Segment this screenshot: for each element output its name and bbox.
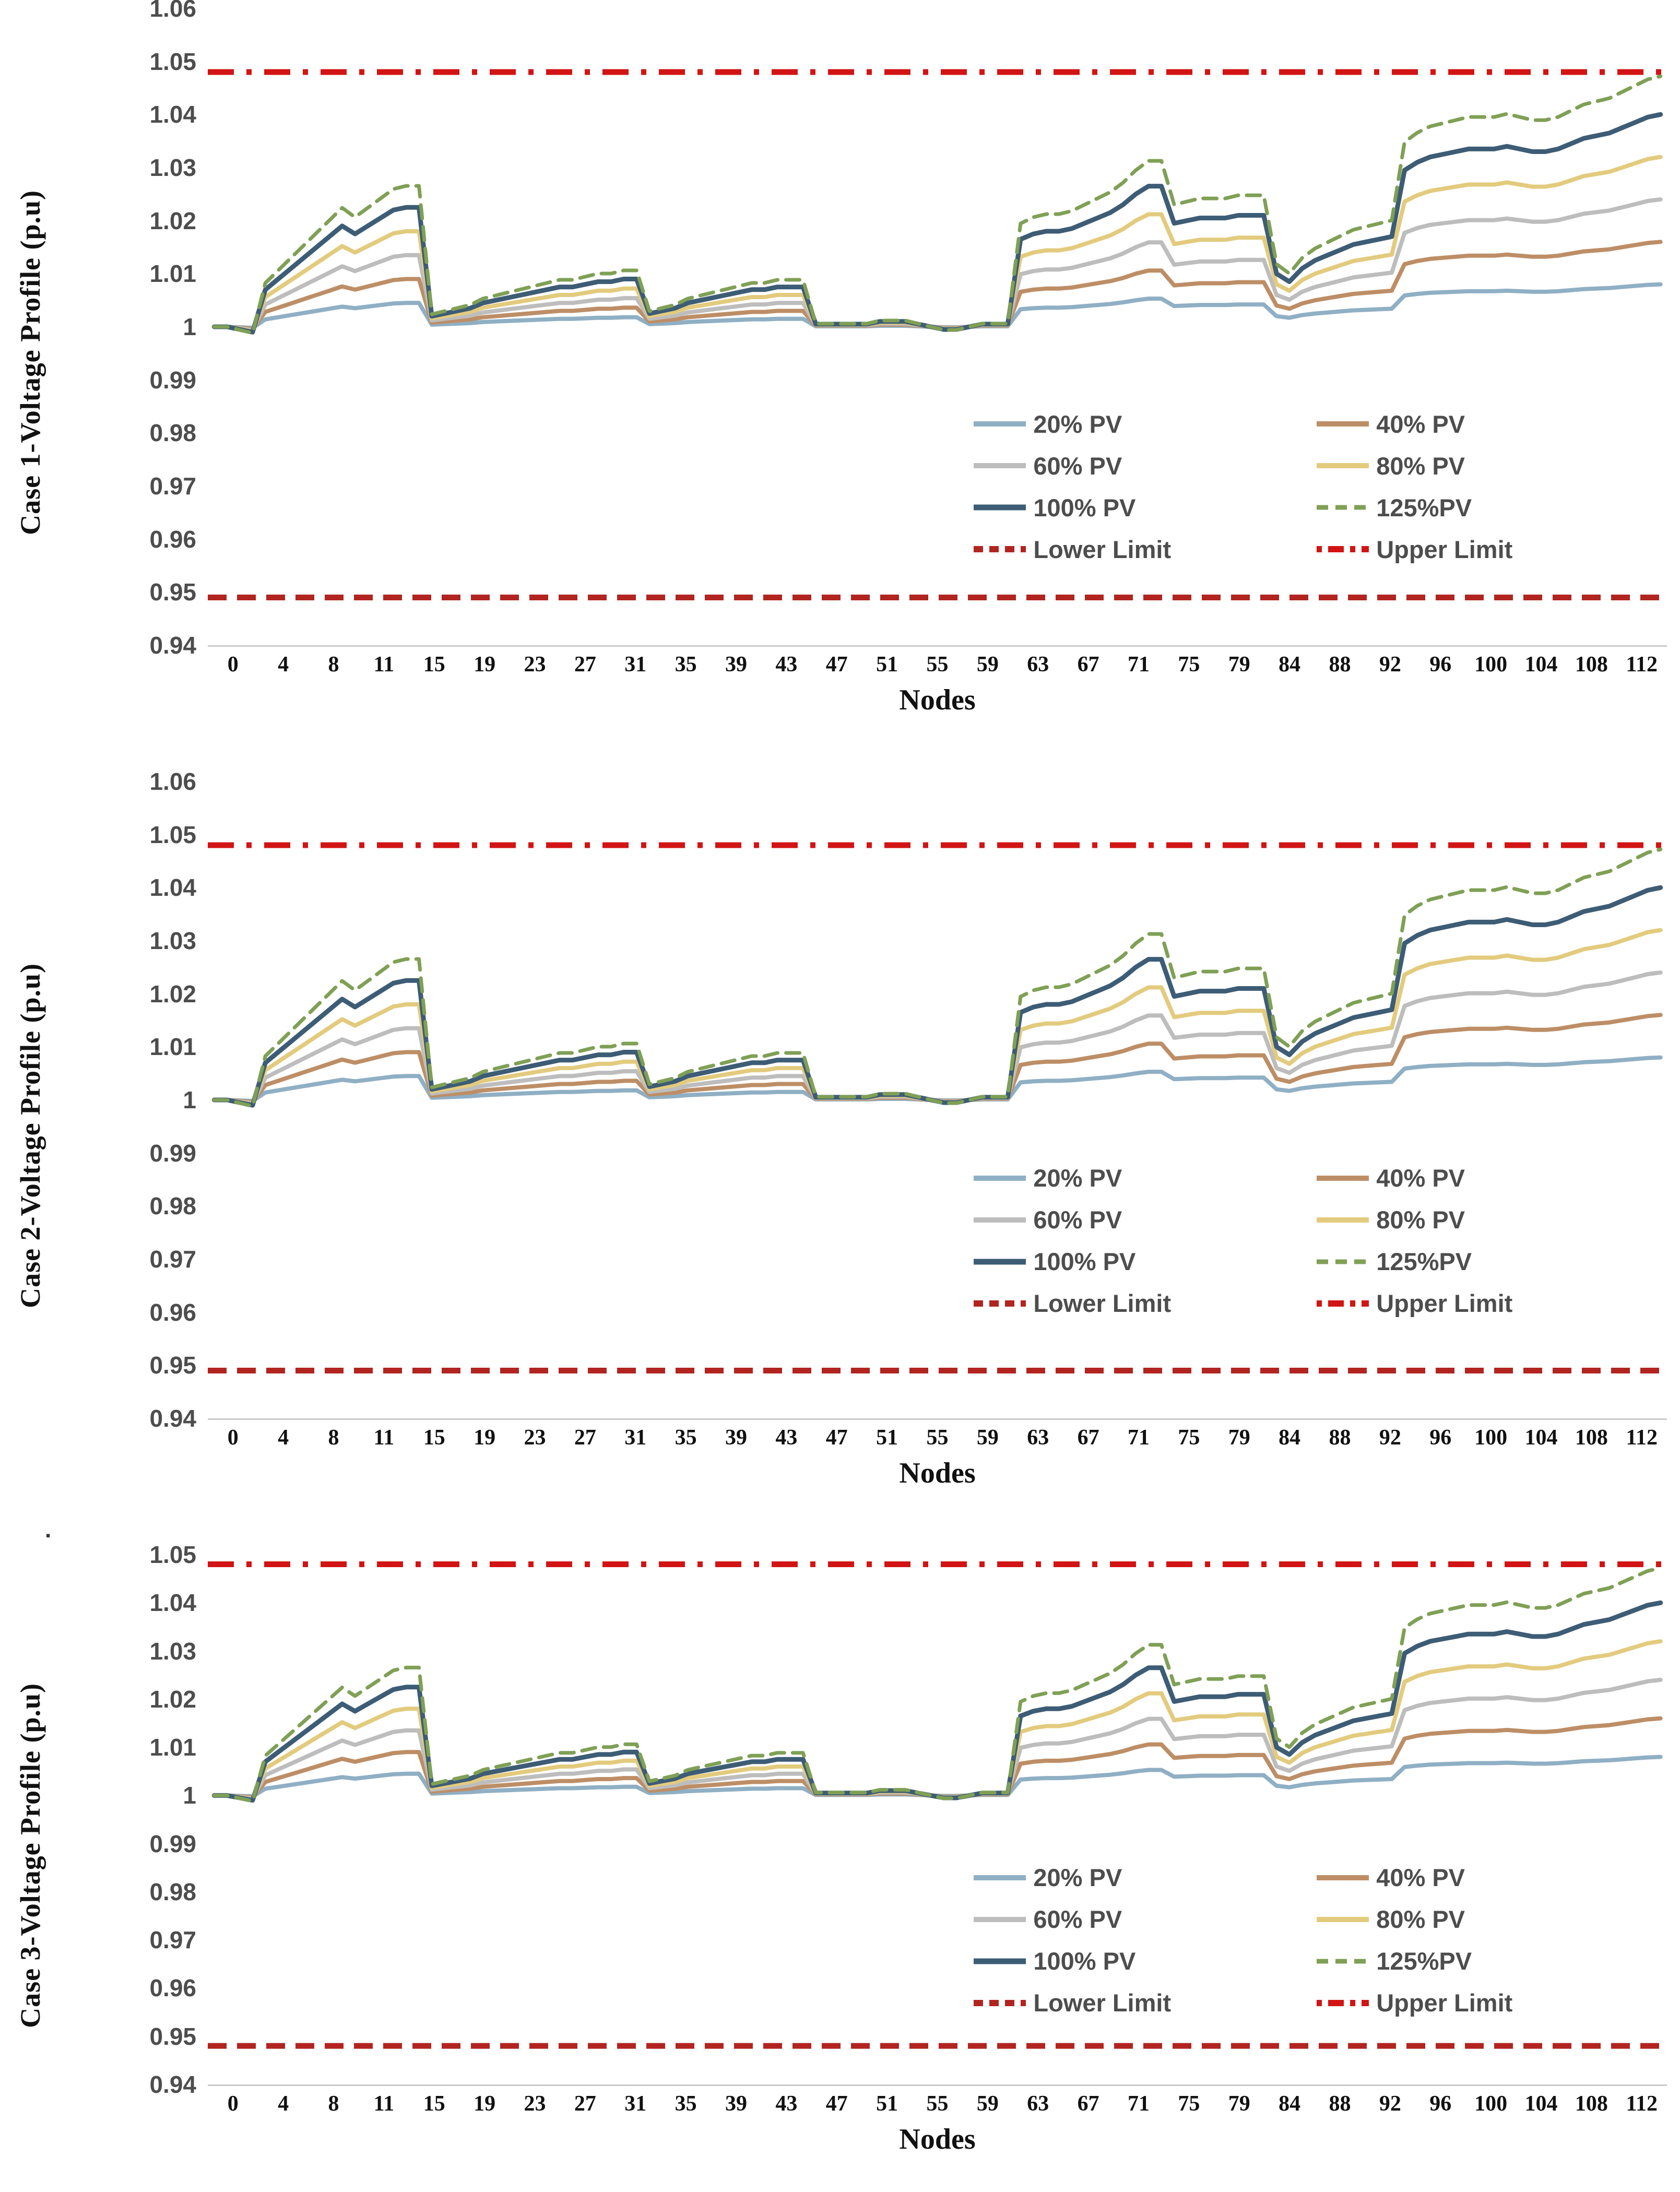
legend-label: 80% PV [1376,1905,1465,1934]
x-tick-label: 43 [775,1426,798,1450]
x-tick-label: 19 [474,1426,496,1450]
x-tick-label: 92 [1379,1426,1401,1450]
x-tick-label: 35 [675,653,697,677]
plot-area [208,8,1667,647]
legend-label: 60% PV [1033,1206,1122,1234]
x-tick-label: 55 [926,653,949,677]
chart-case-1 [4,0,1680,717]
legend-item-upper-limit [1317,535,1660,564]
y-tick-label: 1.02 [149,980,196,1008]
x-tick-label: 96 [1429,653,1452,677]
x-tick-label: 96 [1429,1426,1452,1450]
x-tick-label: 67 [1077,1426,1099,1450]
y-tick-label: 1.01 [149,260,196,288]
legend-item-60-pv [974,452,1317,480]
plot-row [56,1541,1680,2098]
x-tick-label: 71 [1127,1426,1150,1450]
chart-case-3 [4,1541,1680,2156]
y-tick-label: 1.04 [149,1589,196,1617]
x-tick-label: 15 [423,1426,445,1450]
plot-area [208,781,1667,1420]
x-tick-label: 88 [1329,653,1351,677]
y-tick-label: 1.05 [149,48,196,75]
legend-sample-line [1317,1300,1369,1307]
plot-row [56,0,1680,659]
x-tick-label: 104 [1524,1426,1558,1450]
x-tick-label: 11 [373,1426,395,1450]
x-tick-label: 11 [373,653,395,677]
series-line-125-pv [214,76,1660,333]
y-tick-label: 0.96 [149,1298,196,1326]
y-tick-label: 0.96 [149,525,196,553]
legend-sample-line [1317,1958,1369,1965]
x-tick-label: 23 [524,2092,546,2116]
y-axis-title: Case 2-Voltage Profile (p.u) [15,963,46,1308]
x-tick-label: 0 [227,653,239,677]
legend-sample-line [1317,1999,1369,2007]
x-axis-title: Nodes [899,1457,976,1489]
x-tick-label: 4 [278,653,289,677]
x-tick-label: 67 [1077,2092,1099,2116]
x-axis-title: Nodes [899,2123,976,2155]
x-tick-label: 108 [1575,1426,1608,1450]
legend-sample-line [1317,504,1369,511]
legend-sample-line [974,420,1026,428]
legend-sample-line [1317,1258,1369,1265]
legend-item-100-pv [974,1247,1317,1276]
x-tick-label: 79 [1228,2092,1250,2116]
x-tick-label: 31 [624,653,647,677]
x-tick-label: 39 [725,1426,747,1450]
legend-item-lower-limit [974,1289,1317,1318]
x-tick-label: 84 [1279,2092,1301,2116]
x-tick-label: 75 [1178,653,1200,677]
x-tick-label: 75 [1178,2092,1200,2116]
x-tick-label: 8 [328,1426,339,1450]
x-tick-label: 71 [1127,653,1150,677]
y-tick-label: 1 [183,313,196,340]
legend-sample-line [1317,546,1369,553]
x-tick-label: 79 [1228,1426,1250,1450]
legend [974,1157,1660,1324]
x-tick-label: 88 [1329,1426,1351,1450]
series-line-125-pv [214,849,1660,1106]
y-axis-title-column [4,1555,56,2156]
x-tick-label: 108 [1575,2092,1608,2116]
y-tick-label: 0.97 [149,1246,196,1273]
legend-sample-line [1317,1216,1369,1224]
x-tick-label: 4 [278,1426,289,1450]
legend-item-20-pv [974,1164,1317,1192]
y-tick-label: 1.06 [149,0,196,22]
legend-item-40-pv [1317,410,1660,439]
legend-label: Upper Limit [1376,1289,1513,1318]
x-tick-label: 35 [675,1426,697,1450]
x-tick-label: 39 [725,2092,747,2116]
x-tick-label: 47 [825,653,848,677]
legend-sample-line [974,1175,1026,1182]
legend-sample-line [974,1258,1026,1265]
y-tick-label: 0.98 [149,419,196,447]
x-tick-label: 35 [675,2092,697,2116]
y-axis-title: Case 3-Voltage Profile (p.u) [15,1682,46,2028]
legend-label: Upper Limit [1376,535,1513,563]
y-tick-label: 0.95 [149,1352,196,1379]
legend-item-20-pv [974,1863,1317,1892]
x-tick-label: 112 [1626,1426,1658,1450]
legend-sample-line [1317,1874,1369,1881]
legend-label: 20% PV [1033,1864,1122,1892]
y-tick-label: 1.05 [149,821,196,848]
legend-sample-line [974,1916,1026,1923]
legend-label: 20% PV [1033,410,1122,438]
y-tick-label: 0.98 [149,1878,196,1905]
legend-sample-line [974,1216,1026,1224]
legend-label: Lower Limit [1033,1989,1172,2017]
legend-sample-line [974,546,1026,553]
y-tick-label: 0.99 [149,1139,196,1167]
legend-sample-line [974,1958,1026,1965]
legend-item-lower-limit [974,535,1317,564]
y-tick-label: 1.03 [149,1637,196,1665]
x-tick-label: 39 [725,653,747,677]
y-axis-tick-labels [56,768,208,1432]
y-tick-label: 0.96 [149,1974,196,2002]
legend-sample-line [974,1874,1026,1881]
y-tick-label: 0.99 [149,1830,196,1857]
x-tick-label: 55 [926,2092,949,2116]
x-axis-tick-labels [208,2091,1667,2116]
y-tick-label: 1.02 [149,207,196,234]
legend-label: 40% PV [1376,410,1465,438]
legend-item-80-pv [1317,1205,1660,1234]
y-axis-tick-labels [56,0,208,659]
x-tick-label: 8 [328,653,339,677]
legend-item-80-pv [1317,452,1660,480]
y-tick-label: 1.03 [149,927,196,954]
legend-label: 125%PV [1376,1947,1472,1975]
legend [974,1857,1660,2024]
legend-label: 100% PV [1033,1248,1136,1276]
x-tick-label: 51 [876,2092,898,2116]
y-tick-label: 1.01 [149,1734,196,1761]
x-tick-label: 92 [1379,2092,1401,2116]
legend-label: 80% PV [1376,452,1465,480]
legend-sample-line [974,1999,1026,2007]
x-tick-label: 51 [876,653,898,677]
x-tick-label: 67 [1077,653,1099,677]
stray-period-mark: . [45,1517,52,1543]
x-tick-label: 92 [1379,653,1401,677]
legend-item-60-pv [974,1905,1317,1934]
legend-label: 125%PV [1376,1248,1472,1276]
x-tick-label: 84 [1279,1426,1301,1450]
y-axis-title-column [4,781,56,1490]
legend-item-60-pv [974,1205,1317,1234]
legend-sample-line [1317,1175,1369,1182]
x-tick-label: 11 [373,2092,395,2116]
legend-sample-line [1317,1916,1369,1923]
x-tick-label: 0 [227,1426,239,1450]
x-axis-tick-labels [208,652,1667,677]
x-tick-label: 43 [775,2092,798,2116]
legend-label: 80% PV [1376,1206,1465,1234]
y-axis-tick-labels [56,1541,208,2098]
y-tick-label: 0.98 [149,1192,196,1220]
y-tick-label: 0.94 [149,632,196,659]
x-tick-label: 23 [524,653,546,677]
x-tick-label: 63 [1027,2092,1049,2116]
y-tick-label: 1.04 [149,874,196,902]
x-axis-tick-labels [208,1425,1667,1450]
x-tick-label: 63 [1027,1426,1049,1450]
y-tick-label: 1.04 [149,101,196,128]
legend-label: 100% PV [1033,493,1136,522]
x-tick-label: 112 [1626,2092,1658,2116]
plot-row [56,768,1680,1432]
y-tick-label: 1 [183,1086,196,1113]
plot-area [208,1555,1667,2086]
x-tick-label: 75 [1178,1426,1200,1450]
x-tick-label: 4 [278,2092,289,2116]
legend-sample-line [1317,420,1369,428]
legend-label: 20% PV [1033,1164,1122,1192]
legend-sample-line [974,504,1026,511]
legend-label: 60% PV [1033,1905,1122,1934]
y-tick-label: 0.95 [149,578,196,606]
legend-label: 100% PV [1033,1947,1136,1975]
y-tick-label: 0.94 [149,1405,196,1432]
legend-item-upper-limit [1317,1988,1660,2017]
y-axis-title: Case 1-Voltage Profile (p.u) [15,190,46,535]
x-tick-label: 19 [474,653,496,677]
legend-label: 125%PV [1376,493,1472,522]
y-tick-label: 1.03 [149,154,196,181]
y-tick-label: 0.94 [149,2071,196,2098]
legend-item-40-pv [1317,1164,1660,1192]
x-tick-label: 47 [825,1426,848,1450]
x-tick-label: 51 [876,1426,898,1450]
chart-body [56,1541,1680,2156]
legend-item-125-pv [1317,1947,1660,1975]
x-tick-label: 100 [1474,2092,1508,2116]
legend-item-125-pv [1317,1247,1660,1276]
x-tick-label: 104 [1524,653,1558,677]
legend-item-125-pv [1317,493,1660,522]
x-tick-label: 31 [624,1426,647,1450]
legend-label: 40% PV [1376,1864,1465,1892]
x-tick-label: 63 [1027,653,1049,677]
y-tick-label: 1.02 [149,1685,196,1713]
legend-sample-line [974,462,1026,469]
x-tick-label: 84 [1279,653,1301,677]
y-tick-label: 0.97 [149,1926,196,1954]
legend-item-100-pv [974,493,1317,522]
x-tick-label: 96 [1429,2092,1452,2116]
x-tick-label: 15 [423,653,445,677]
x-tick-label: 8 [328,2092,339,2116]
chart-body [56,768,1680,1490]
x-tick-label: 43 [775,653,798,677]
x-tick-label: 100 [1474,1426,1508,1450]
x-tick-label: 55 [926,1426,949,1450]
x-tick-label: 0 [227,2092,239,2116]
y-tick-label: 0.95 [149,2022,196,2050]
x-tick-label: 112 [1626,653,1658,677]
x-tick-label: 15 [423,2092,445,2116]
legend-label: Lower Limit [1033,1289,1172,1318]
y-axis-title-column [4,8,56,717]
x-tick-label: 104 [1524,2092,1558,2116]
y-tick-label: 1.01 [149,1033,196,1061]
legend-sample-line [1317,462,1369,469]
legend-item-100-pv [974,1947,1317,1975]
legend-item-upper-limit [1317,1289,1660,1318]
legend-label: 60% PV [1033,452,1122,480]
y-tick-label: 1.05 [149,1541,196,1568]
x-tick-label: 59 [976,2092,999,2116]
x-axis-title: Nodes [899,684,976,716]
x-tick-label: 19 [474,2092,496,2116]
x-tick-label: 59 [976,1426,999,1450]
legend-label: Lower Limit [1033,535,1172,563]
x-tick-label: 27 [574,653,596,677]
legend-label: Upper Limit [1376,1989,1513,2017]
legend-item-lower-limit [974,1988,1317,2017]
y-tick-label: 1.06 [149,768,196,795]
legend-label: 40% PV [1376,1164,1465,1192]
x-tick-label: 31 [624,2092,647,2116]
x-tick-label: 47 [825,2092,848,2116]
x-tick-label: 59 [976,653,999,677]
x-tick-label: 100 [1474,653,1508,677]
y-tick-label: 0.99 [149,366,196,394]
x-tick-label: 108 [1575,653,1608,677]
y-tick-label: 1 [183,1782,196,1809]
chart-body [56,0,1680,717]
x-tick-label: 88 [1329,2092,1351,2116]
legend-item-40-pv [1317,1863,1660,1892]
x-tick-label: 23 [524,1426,546,1450]
x-tick-label: 27 [574,1426,596,1450]
x-tick-label: 27 [574,2092,596,2116]
chart-case-2 [4,768,1680,1490]
legend-sample-line [974,1300,1026,1307]
y-tick-label: 0.97 [149,472,196,500]
legend [974,403,1660,570]
x-tick-label: 71 [1127,2092,1150,2116]
x-tick-label: 79 [1228,653,1250,677]
legend-item-20-pv [974,410,1317,439]
legend-item-80-pv [1317,1905,1660,1934]
